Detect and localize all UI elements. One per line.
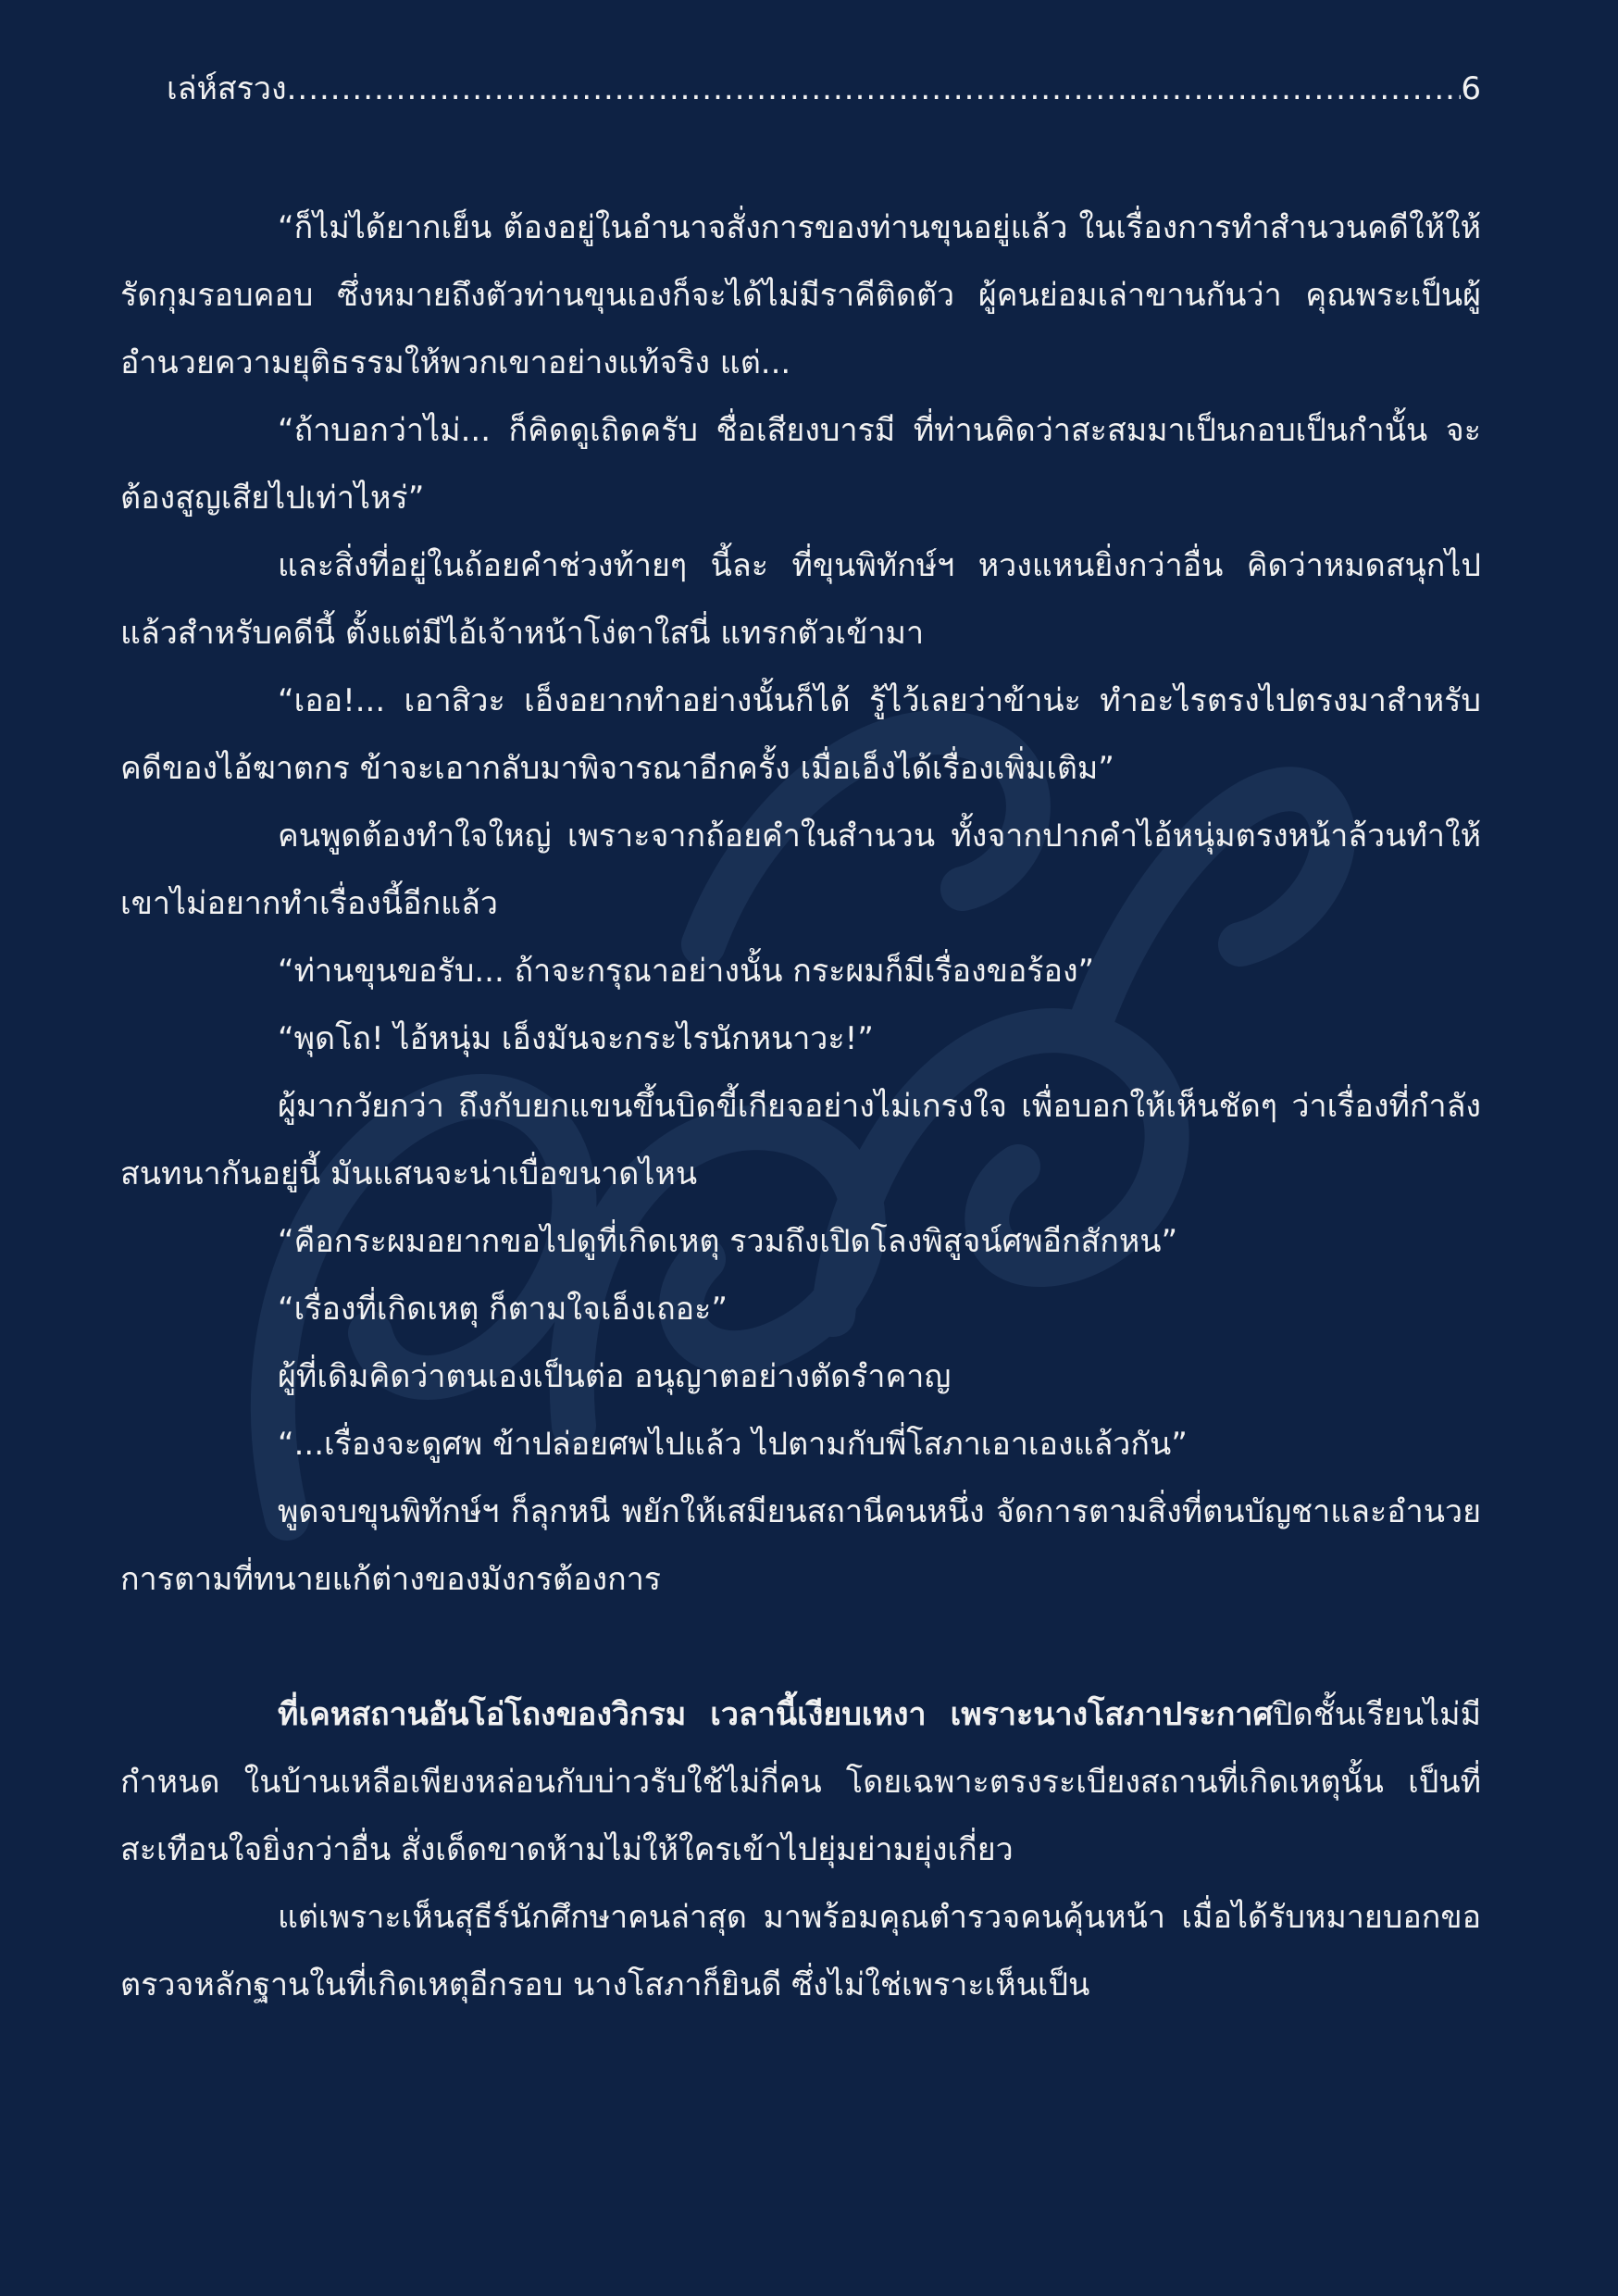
section-break (120, 1614, 1481, 1681)
book-title: เล่ห์สรวง (167, 70, 287, 107)
paragraph: คนพูดต้องทำใจใหญ่ เพราะจากถ้อยคำในสำนวน ทั้งจากปากคำไอ้หนุ่มตรงหน้าล้วนทำให้เขาไม่อยากทำเรื่องนี้อีกแล้ว (120, 817, 1481, 922)
page-number: 6 (1461, 70, 1481, 107)
paragraph: แต่เพราะเห็นสุธีร์นักศึกษาคนล่าสุด มาพร้อมคุณตำรวจคนคุ้นหน้า เมื่อได้รับหมายบอกขอตรวจหลักฐานในที่เกิดเหตุอีกรอบ นางโสภาก็ยินดี ซึ่งไม่ใช่เพราะเห็นเป็น (120, 1899, 1481, 2003)
paragraph: พูดจบขุนพิทักษ์ฯ ก็ลุกหนี พยักให้เสมียนสถานีคนหนึ่ง จัดการตามสิ่งที่ตนบัญชาและอำนวยการตามที่ทนายแก้ต่างของมังกรต้องการ (120, 1493, 1481, 1598)
page-header (167, 65, 1481, 113)
paragraph: “ท่านขุนขอรับ... ถ้าจะกรุณาอย่างนั้น กระผมก็มีเรื่องขอร้อง” (278, 953, 1095, 990)
section-lead-rest: ปิดชั้นเรียนไม่มีกำหนด ในบ้านเหลือเพียงหล่อนกับบ่าวรับใช้ไม่กี่คน โดยเฉพาะตรงระเบียงสถานที่เกิดเหตุนั้น เป็นที่สะเทือนใจยิ่งกว่าอื่น สั่งเด็ดขาดห้ามไม่ให้ใครเข้าไปยุ่มย่ามยุ่งเกี่ยว (120, 1696, 1481, 1868)
paragraph: ผู้ที่เดิมคิดว่าตนเองเป็นต่อ อนุญาตอย่างตัดรำคาญ (278, 1358, 952, 1395)
paragraph: “พุดโถ! ไอ้หนุ่ม เอ็งมันจะกระไรนักหนาวะ!” (278, 1020, 874, 1057)
document-body (120, 194, 1481, 2019)
section-lead-bold: ที่เคหสถานอันโอ่โถงของวิกรม เวลานี้เงียบเหงา เพราะนางโสภาประกาศ (278, 1696, 1274, 1733)
paragraph: “...เรื่องจะดูศพ ข้าปล่อยศพไปแล้ว ไปตามกับพี่โสภาเอาเองแล้วกัน” (278, 1426, 1188, 1463)
paragraph: “ก็ไม่ได้ยากเย็น ต้องอยู่ในอำนาจสั่งการของท่านขุนอยู่แล้ว ในเรื่องการทำสำนวนคดีให้ให้รัดกุมรอบคอบ ซึ่งหมายถึงตัวท่านขุนเองก็จะได้ไม่มีราคีติดตัว ผู้คนย่อมเล่าขานกันว่า คุณพระเป็นผู้อำนวยความยุติธรรมให้พวกเขาอย่างแท้จริง แต่... (120, 209, 1481, 381)
paragraph: “เรื่องที่เกิดเหตุ ก็ตามใจเอ็งเถอะ” (278, 1291, 728, 1328)
dot-leader (287, 65, 1462, 113)
paragraph: และสิ่งที่อยู่ในถ้อยคำช่วงท้ายๆ นี้ละ ที่ขุนพิทักษ์ฯ หวงแหนยิ่งกว่าอื่น คิดว่าหมดสนุกไปแล้วสำหรับคดีนี้ ตั้งแต่มีไอ้เจ้าหน้าโง่ตาใสนี่ แทรกตัวเข้ามา (120, 547, 1481, 652)
section-opening-paragraph (120, 1681, 1481, 1884)
paragraph: ผู้มากวัยกว่า ถึงกับยกแขนขึ้นบิดขี้เกียจอย่างไม่เกรงใจ เพื่อบอกให้เห็นชัดๆ ว่าเรื่องที่กำลังสนทนากันอยู่นี้ มันแสนจะน่าเบื่อขนาดไหน (120, 1088, 1481, 1192)
paragraph: “ถ้าบอกว่าไม่... ก็คิดดูเถิดครับ ชื่อเสียงบารมี ที่ท่านคิดว่าสะสมมาเป็นกอบเป็นกำนั้น จะต้องสูญเสียไปเท่าไหร่” (120, 412, 1481, 517)
paragraph: “เออ!... เอาสิวะ เอ็งอยากทำอย่างนั้นก็ได้ รู้ไว้เลยว่าข้าน่ะ ทำอะไรตรงไปตรงมาสำหรับคดีของไอ้ฆาตกร ข้าจะเอากลับมาพิจารณาอีกครั้ง เมื่อเอ็งได้เรื่องเพิ่มเติม” (120, 682, 1481, 787)
paragraph: “คือกระผมอยากขอไปดูที่เกิดเหตุ รวมถึงเปิดโลงพิสูจน์ศพอีกสักหน” (278, 1223, 1178, 1260)
